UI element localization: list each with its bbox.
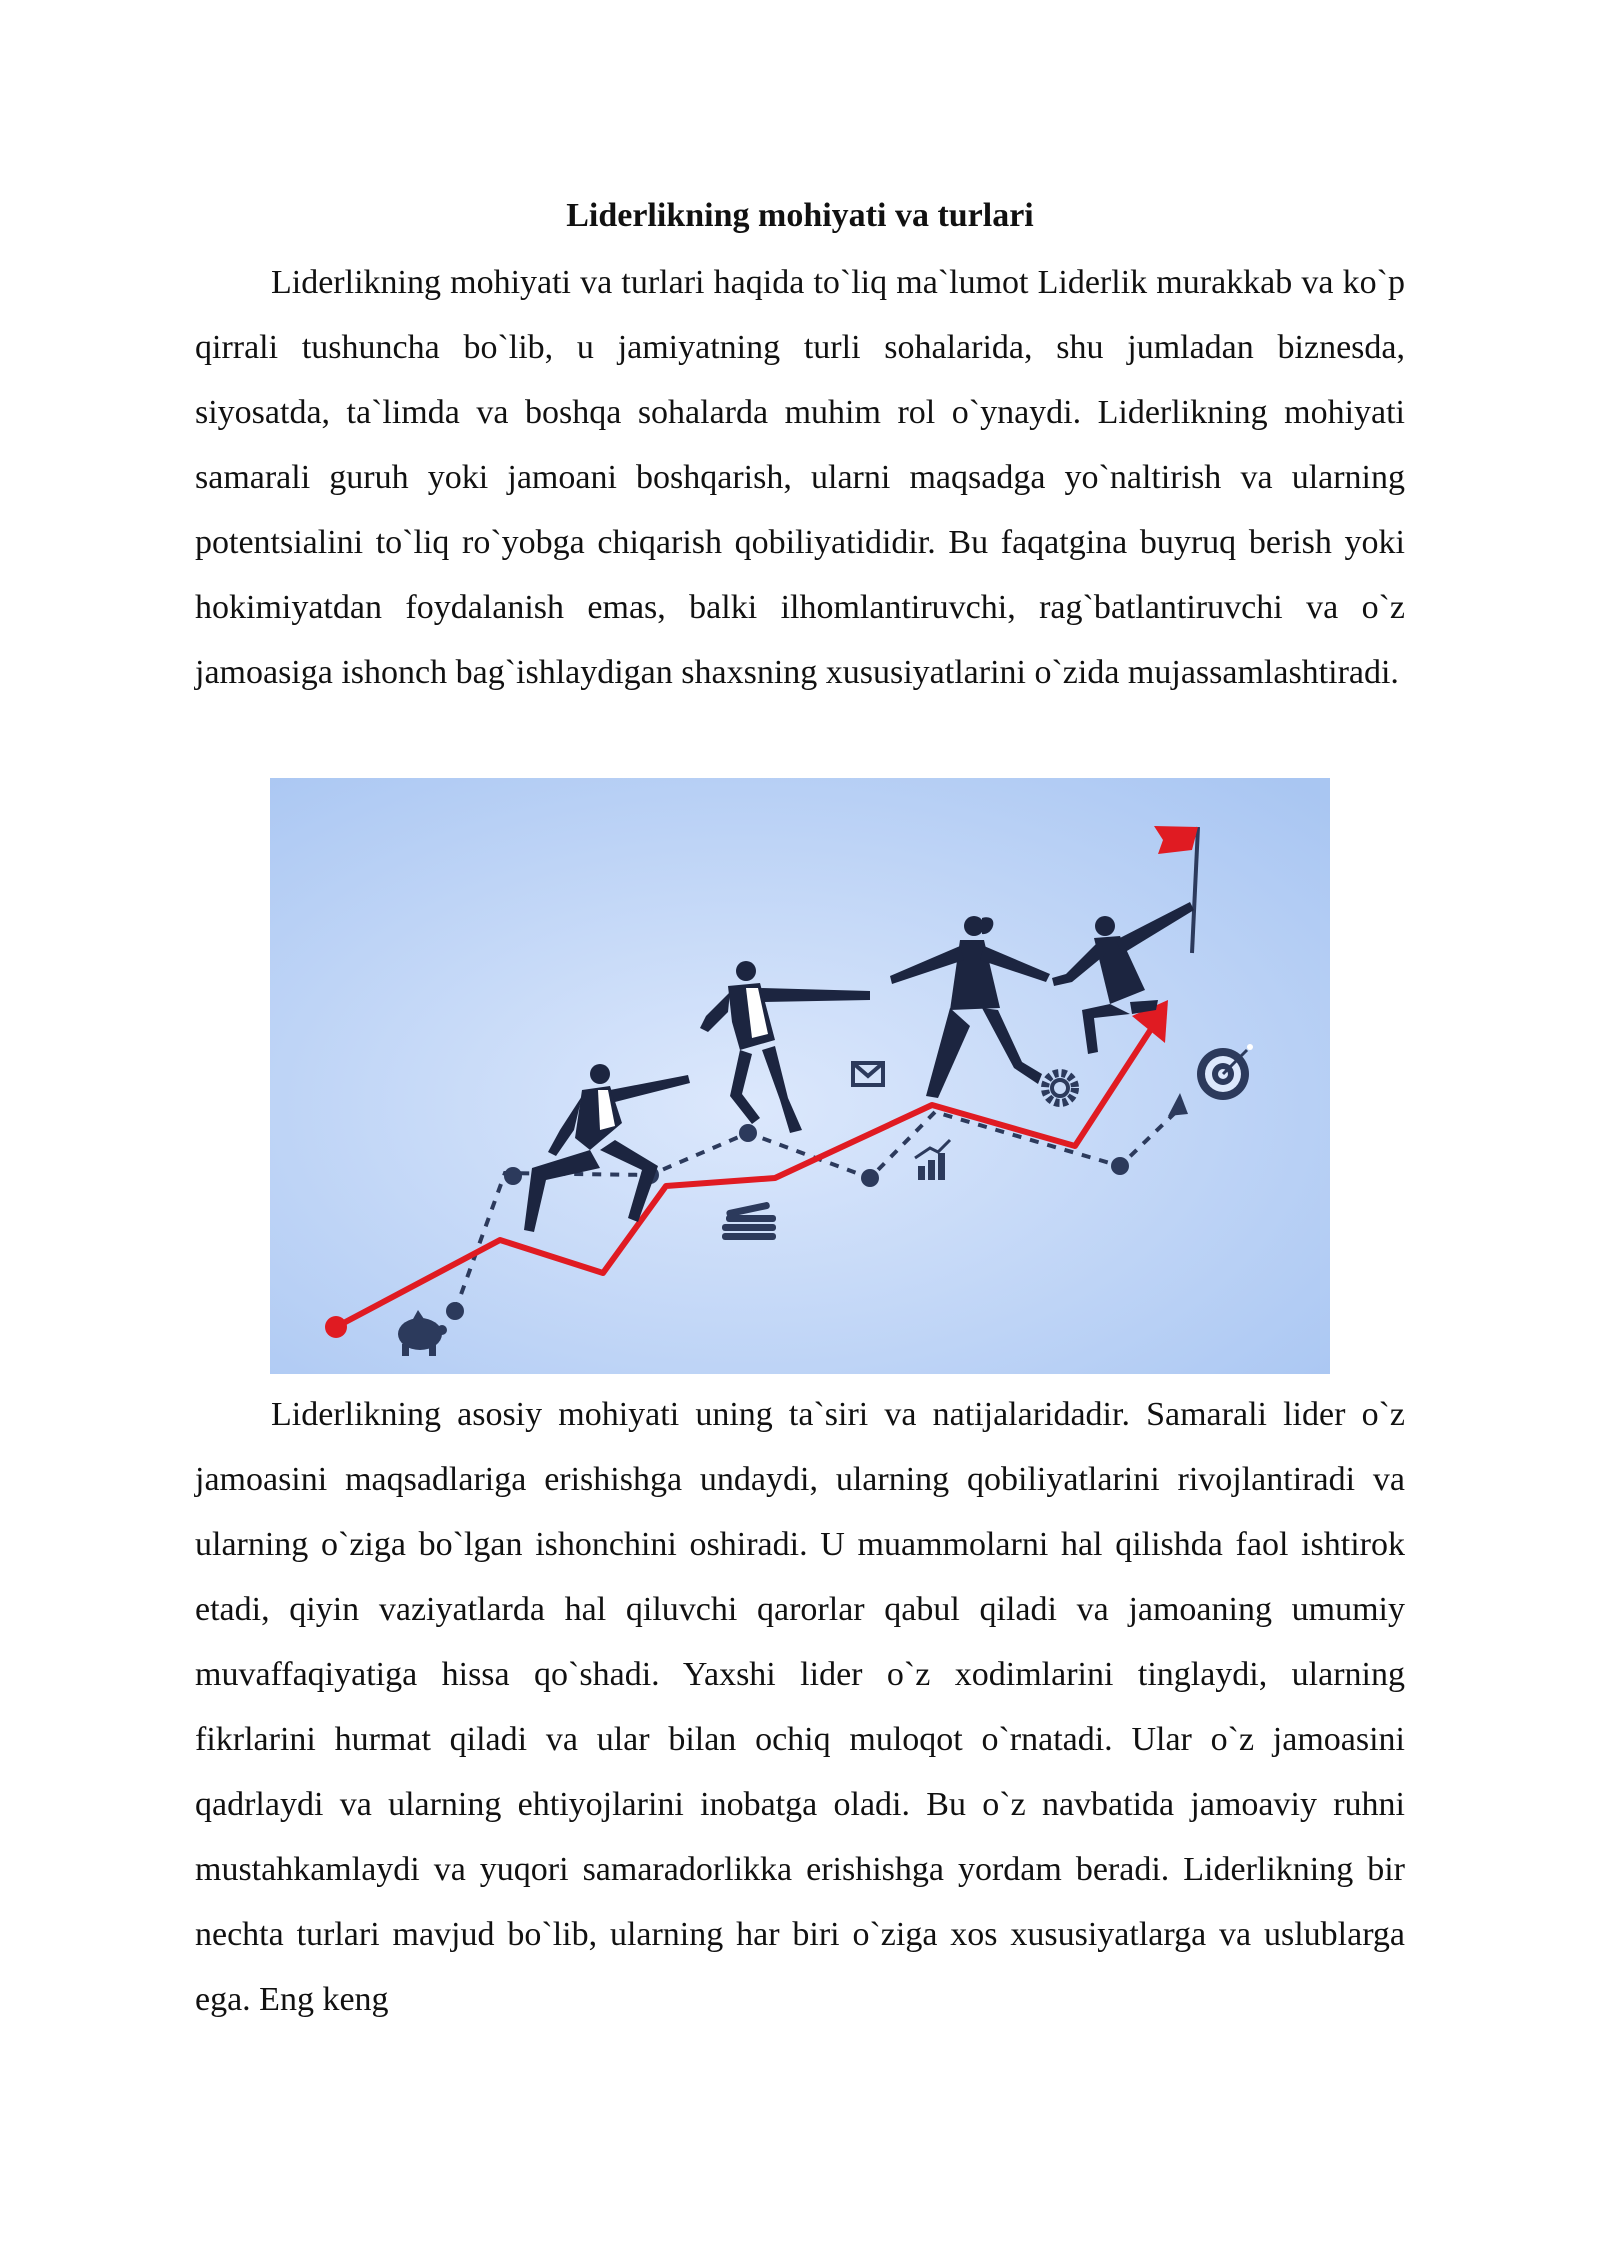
illustration-background xyxy=(270,778,1330,1374)
illustration-canvas xyxy=(270,778,1330,1374)
leadership-illustration xyxy=(270,778,1330,1374)
paragraph-essence: Liderlikning asosiy mohiyati uning ta`siri va natijalaridadir. Samarali lider o`z jamoasini maqsadlariga erishishga undaydi, ularning qobiliyatlarini rivojlantiradi va ularning o`ziga bo`lgan ishonchini oshiradi. U muammolarni hal qilishda faol ishtirok etadi, qiyin vaziyatlarda hal qiluvchi qarorlar qabul qiladi va jamoaning umumiy muvaffaqiyatiga hissa qo`shadi. Yaxshi lider o`z xodimlarini tinglaydi, ularning fikrlarini hurmat qiladi va ular bilan ochiq muloqot o`rnatadi. Ular o`z jamoasini qadrlaydi va ularning ehtiyojlarini inobatga oladi. Bu o`z navbatida jamoaviy ruhni mustahkamlaydi va yuqori samaradorlikka erishishga yordam beradi. Liderlikning bir nechta turlari mavjud bo`lib, ularning har biri o`ziga xos xususiyatlarga va uslublarga ega. Eng keng xyxy=(195,1396,1405,2018)
growth-line-start-dot xyxy=(325,1316,347,1338)
paragraph-intro: Liderlikning mohiyati va turlari haqida to`liq ma`lumot Liderlik murakkab va ko`p qirrali tushuncha bo`lib, u jamiyatning turli sohalarida, shu jumladan biznesda, siyosatda, ta`limda va boshqa sohalarda muhim rol o`ynaydi. Liderlikning mohiyati samarali guruh yoki jamoani boshqarish, ularni maqsadga yo`naltirish va ularning potentsialini to`liq ro`yobga chiqarish qobiliyatididir. Bu faqatgina buyruq berish yoki hokimiyatdan foydalanish emas, balki ilhomlantiruvchi, rag`batlantiruvchi va o`z jamoasiga ishonch bag`ishlaydigan shaxsning xususiyatlarini o`zida mujassamlashtiradi. xyxy=(195,264,1405,691)
document-title: Liderlikning mohiyati va turlari xyxy=(566,197,1034,234)
